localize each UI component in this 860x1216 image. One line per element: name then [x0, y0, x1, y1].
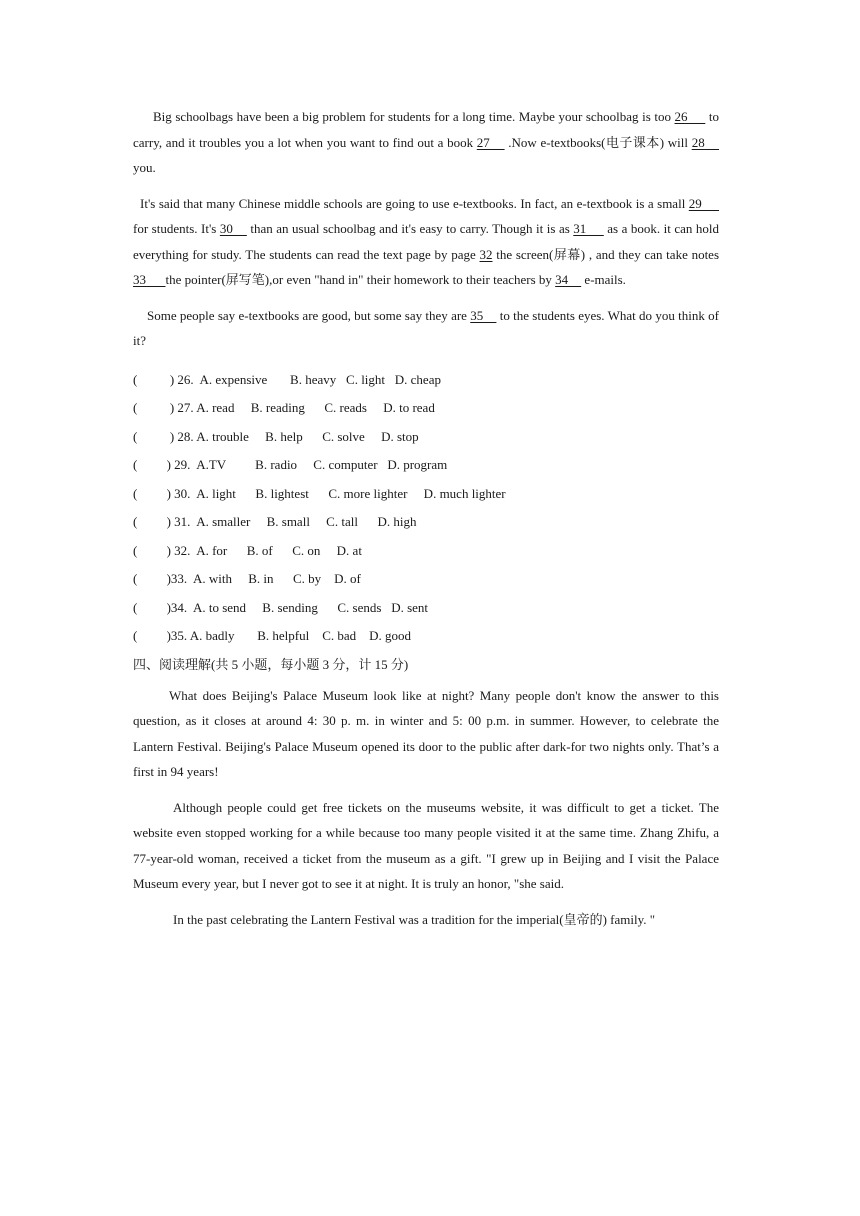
cloze-text: you. — [133, 160, 156, 175]
blank-35: 35 — [470, 307, 497, 323]
cloze-text: to carry, and it troubles you a lot when you want to find out a book — [133, 109, 719, 150]
cloze-text: the pointer(屏写笔),or even "hand in" their homework to their teachers by — [165, 272, 556, 287]
reading-paragraph-3: In the past celebrating the Lantern Festival was a tradition for the imperial(皇帝的) family. " — [173, 911, 656, 927]
cloze-paragraph-2 — [133, 191, 719, 293]
exam-content — [133, 104, 719, 932]
question-29-options: ( ) 29. A.TV B. radio C. computer D. program — [133, 457, 448, 472]
blank-30: 30 — [219, 221, 247, 236]
question-32-options: ( ) 32. A. for B. of C. on D. at — [133, 542, 362, 558]
blank-33: 33 — [133, 272, 166, 287]
cloze-text: the screen(屏幕) , and they can take notes — [492, 246, 720, 262]
blank-34: 34 — [555, 272, 582, 287]
reading-paragraph-2: Although people could get free tickets on the museums website, it was difficult to get a ticket. The website even stopped working for a while because too many people visited it at the same time. Zhang Zhifu, a 77-year-old woman, received a ticket from the museum as a gift. "I grew up in Beijing and I visit the Palace Museum every year, but I never got to see it at night. It is truly an honor, "she said. — [133, 799, 719, 891]
cloze-text: e-mails. — [581, 272, 626, 287]
cloze-text: Some people say e-textbooks are good, but some say they are — [147, 307, 471, 323]
answer-options — [133, 366, 719, 651]
blank-32: 32 — [479, 246, 493, 262]
question-31-options: ( ) 31. A. smaller B. small C. tall D. high — [133, 514, 417, 529]
question-26-options: ( ) 26. A. expensive B. heavy C. light D. cheap — [133, 371, 441, 387]
cloze-paragraph-1 — [133, 104, 719, 181]
cloze-paragraph-3 — [133, 303, 719, 354]
question-34-options: ( )34. A. to send B. sending C. sends D. sent — [133, 599, 429, 615]
cloze-text: as a book. it can hold everything for study. The students can read the text page by page — [133, 221, 719, 262]
section-heading: 四、阅读理解(共 5 小题，每小题 3 分，计 15 分) — [133, 656, 409, 672]
cloze-text: .Now e-textbooks(电子课本) will — [504, 134, 692, 150]
blank-27: 27 — [476, 134, 505, 150]
cloze-text: Big schoolbags have been a big problem for students for a long time. Maybe your schoolbag is too — [153, 109, 675, 124]
blank-28: 28 — [691, 134, 720, 150]
blank-31: 31 — [573, 221, 604, 236]
question-28-options: ( ) 28. A. trouble B. help C. solve D. stop — [133, 428, 419, 444]
blank-26: 26 — [674, 109, 706, 124]
question-30-options: ( ) 30. A. light B. lightest C. more lighter D. much lighter — [133, 485, 506, 501]
question-35-options: ( )35. A. badly B. helpful C. bad D. good — [133, 628, 412, 643]
cloze-text: It's said that many Chinese middle schools are going to use e-textbooks. In fact, an e-textbook is a small — [140, 195, 689, 211]
question-33-options: ( )33. A. with B. in C. by D. of — [133, 571, 361, 586]
reading-paragraph-1: What does Beijing's Palace Museum look like at night? Many people don't know the answer to this question, as it closes at around 4: 30 p. m. in winter and 5: 00 p.m. in summer. However, to celebrate the Lantern Festival. Beijing's Palace Museum opened its door to the public after dark-for two nights only. That’s a first in 94 years! — [133, 687, 719, 779]
blank-29: 29 — [688, 195, 720, 211]
cloze-text: than an usual schoolbag and it's easy to carry. Though it is as — [246, 221, 574, 236]
cloze-text: to the students eyes. What do you think of it? — [133, 307, 719, 348]
cloze-text: for students. It's — [133, 221, 220, 236]
question-27-options: ( ) 27. A. read B. reading C. reads D. to read — [133, 400, 435, 415]
